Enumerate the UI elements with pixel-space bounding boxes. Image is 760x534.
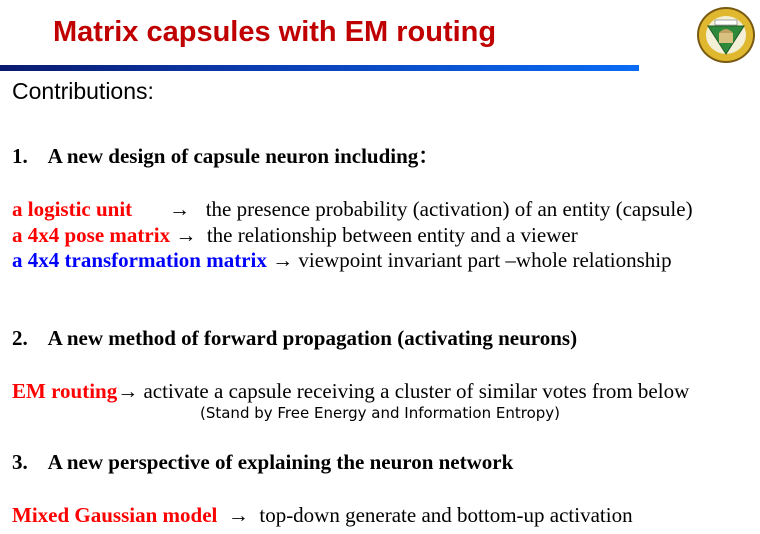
em-routing-note: (Stand by Free Energy and Information Entropy) bbox=[199, 404, 560, 422]
item-desc: top-down generate and bottom-up activation bbox=[259, 503, 633, 527]
item-desc: activate a capsule receiving a cluster of similar votes from below bbox=[143, 379, 690, 403]
slide-title: Matrix capsules with EM routing bbox=[53, 16, 497, 48]
item-term: EM routing bbox=[12, 379, 118, 403]
section-3-heading bbox=[12, 450, 513, 475]
item-mixed-gaussian bbox=[12, 503, 633, 528]
item-em-routing bbox=[12, 379, 689, 404]
item-pose-matrix bbox=[12, 223, 578, 248]
section-number: 2. bbox=[12, 326, 28, 350]
item-term: a logistic unit bbox=[12, 197, 133, 221]
section-1-heading bbox=[12, 140, 439, 170]
section-2-heading bbox=[12, 326, 577, 351]
arrow-icon: → bbox=[227, 503, 249, 527]
contributions-heading: Contributions: bbox=[12, 78, 154, 104]
section-text: A new design of capsule neuron including： bbox=[47, 144, 440, 168]
item-desc: the presence probability (activation) of an entity (capsule) bbox=[205, 197, 693, 221]
item-transformation-matrix bbox=[12, 248, 672, 273]
title-underline-bar bbox=[0, 65, 639, 71]
item-term: Mixed Gaussian model bbox=[12, 503, 218, 527]
arrow-icon: → bbox=[272, 248, 294, 272]
section-text: A new method of forward propagation (activating neurons) bbox=[47, 326, 578, 350]
section-number: 1. bbox=[12, 144, 28, 168]
item-desc: viewpoint invariant part –whole relationship bbox=[298, 248, 672, 272]
arrow-icon: → bbox=[117, 379, 139, 403]
section-number: 3. bbox=[12, 450, 28, 474]
item-term: a 4x4 pose matrix bbox=[12, 223, 171, 247]
item-term: a 4x4 transformation matrix bbox=[12, 248, 267, 272]
arrow-icon: → bbox=[168, 197, 190, 221]
arrow-icon: → bbox=[175, 223, 197, 247]
item-logistic-unit bbox=[12, 197, 693, 222]
item-desc: the relationship between entity and a viewer bbox=[206, 223, 578, 247]
section-text: A new perspective of explaining the neuron network bbox=[47, 450, 514, 474]
university-seal-icon bbox=[696, 6, 756, 64]
